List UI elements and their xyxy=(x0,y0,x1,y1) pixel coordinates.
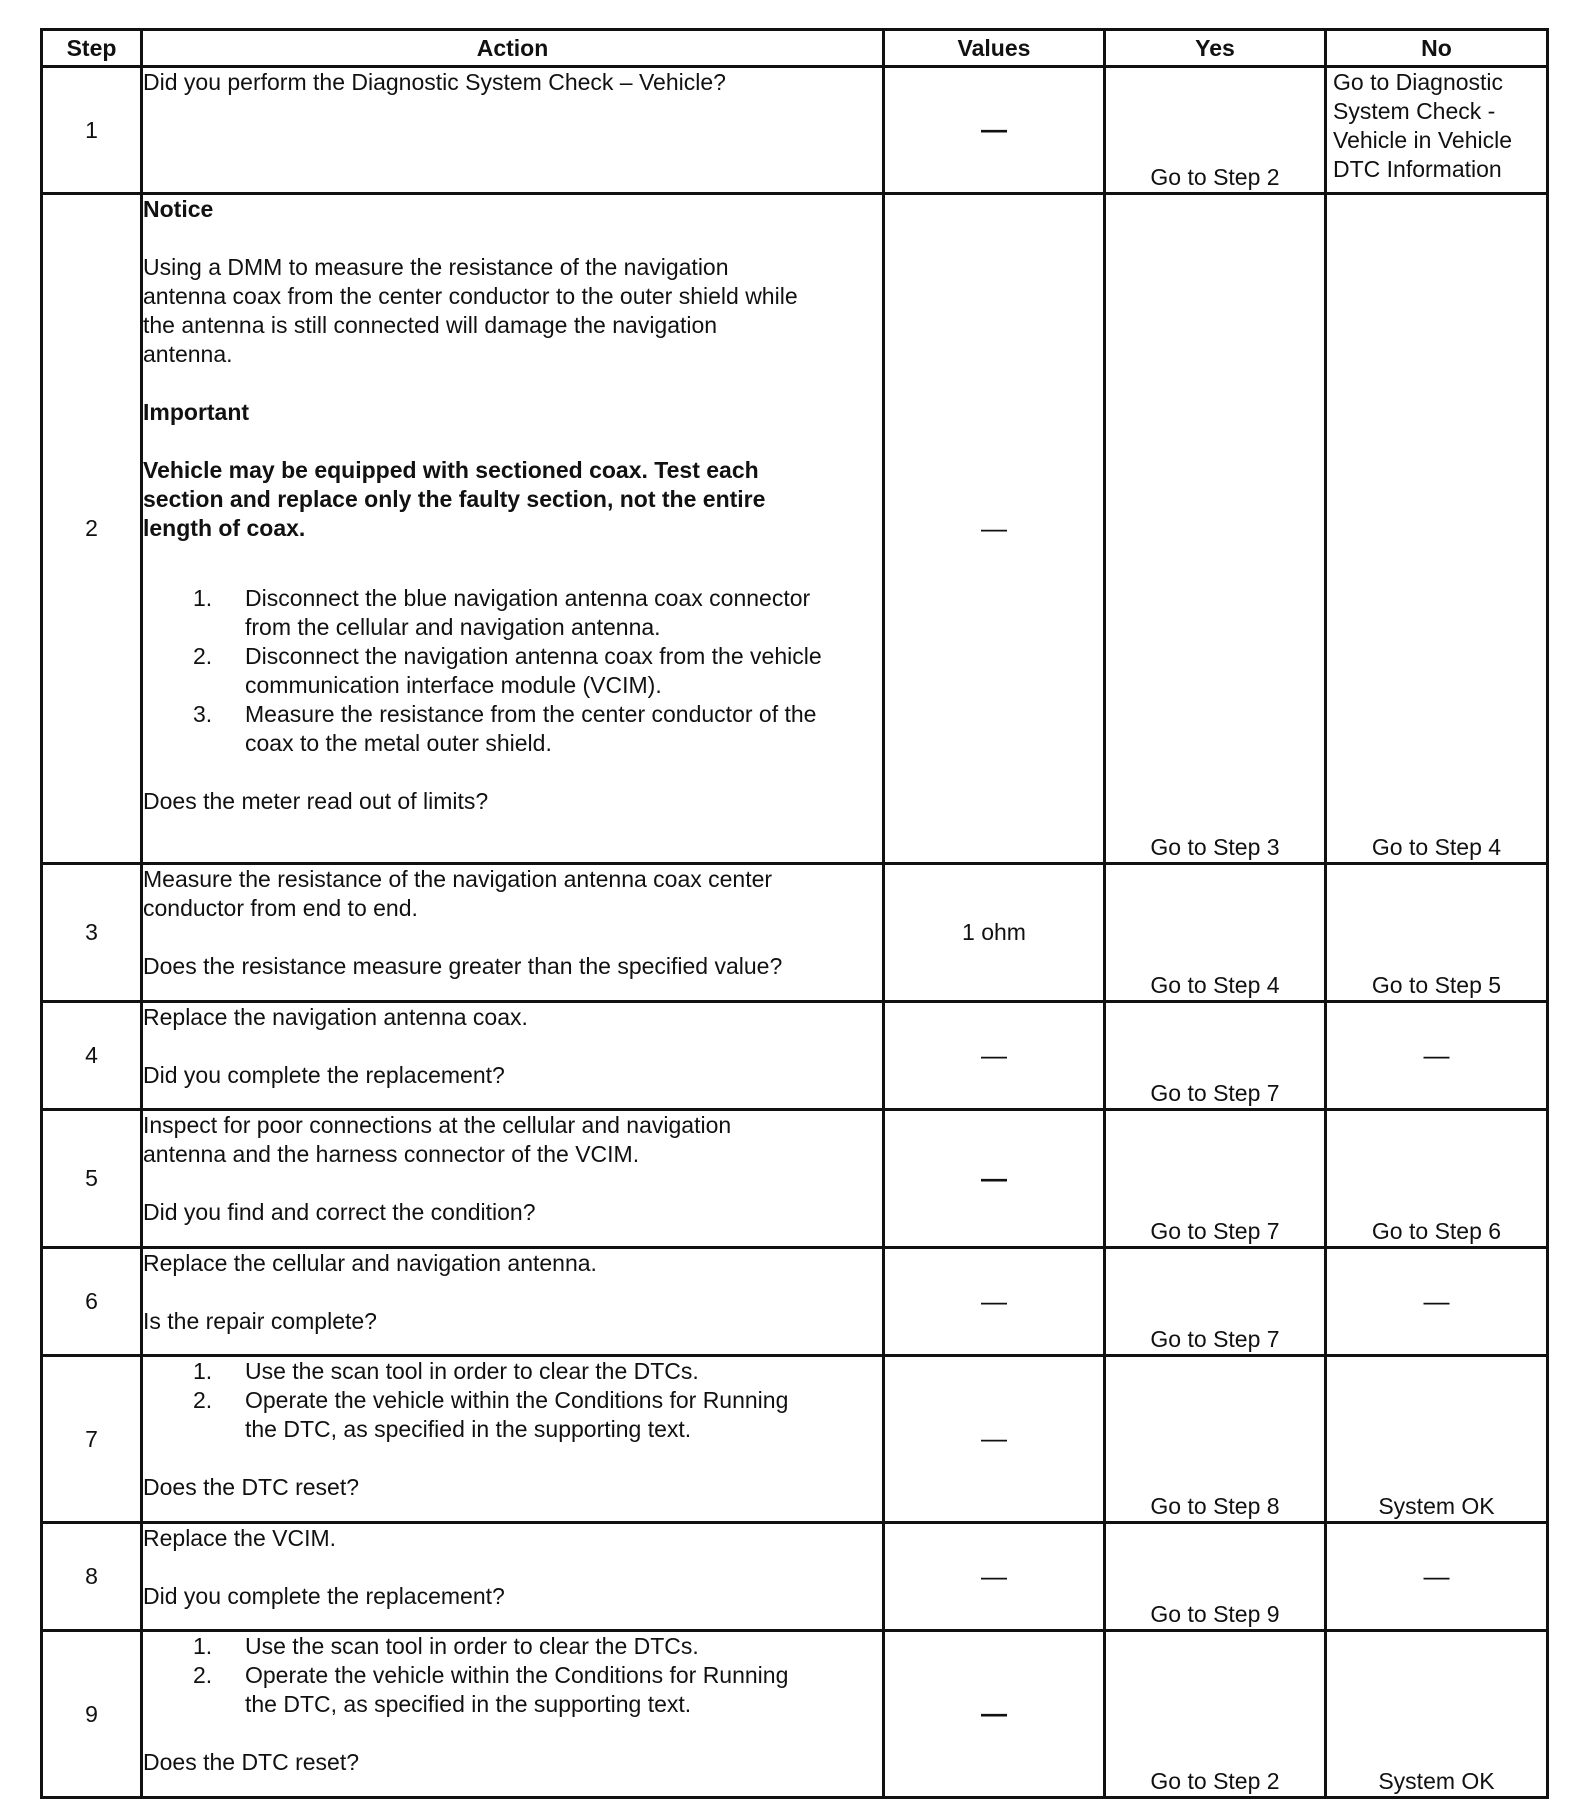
procedure-line: Use the scan tool in order to clear the DTCs. xyxy=(245,1633,699,1659)
procedure-step xyxy=(143,1357,882,1386)
procedure-list xyxy=(143,1357,882,1444)
value-dash: — xyxy=(981,1039,1007,1070)
yes-cell: Go to Step 7 xyxy=(1105,1248,1326,1356)
step-number: 3 xyxy=(42,864,142,1002)
yes-cell: Go to Step 2 xyxy=(1105,67,1326,194)
step-number: 4 xyxy=(42,1002,142,1110)
procedure-step xyxy=(143,700,882,758)
procedure-step-number: 2. xyxy=(193,1387,213,1413)
procedure-line: Use the scan tool in order to clear the DTCs. xyxy=(245,1358,699,1384)
important-line: length of coax. xyxy=(143,515,306,541)
values-cell xyxy=(884,67,1105,194)
action-cell xyxy=(142,1248,884,1356)
no-cell xyxy=(1326,1523,1548,1631)
action-question: Did you perform the Diagnostic System Check – Vehicle? xyxy=(143,69,726,95)
header-step: Step xyxy=(42,30,142,67)
procedure-line: the DTC, as specified in the supporting text. xyxy=(245,1691,692,1717)
step-number: 5 xyxy=(42,1110,142,1248)
action-cell xyxy=(142,1631,884,1798)
action-question: Does the meter read out of limits? xyxy=(143,788,489,814)
values-cell xyxy=(884,1110,1105,1248)
action-question: Did you complete the replacement? xyxy=(143,1062,505,1088)
table-row xyxy=(42,1523,1548,1631)
yes-cell: Go to Step 3 xyxy=(1105,194,1326,864)
action-cell xyxy=(142,864,884,1002)
value-dash: — xyxy=(981,1162,1007,1193)
action-question: Does the resistance measure greater than the specified value? xyxy=(143,953,783,979)
no-cell: Go to Step 4 xyxy=(1326,194,1548,864)
yes-cell: Go to Step 8 xyxy=(1105,1356,1326,1523)
step-number: 1 xyxy=(42,67,142,194)
header-no: No xyxy=(1326,30,1548,67)
no-line: Vehicle in Vehicle xyxy=(1333,127,1513,153)
table-row xyxy=(42,1248,1548,1356)
action-question: Did you complete the replacement? xyxy=(143,1583,505,1609)
header-values: Values xyxy=(884,30,1105,67)
value-dash: — xyxy=(981,1423,1007,1453)
procedure-line: Disconnect the blue navigation antenna coax connector xyxy=(245,585,811,611)
no-cell xyxy=(1326,1002,1548,1110)
no-cell xyxy=(1326,1248,1548,1356)
procedure-step-number: 2. xyxy=(193,643,213,669)
yes-cell: Go to Step 7 xyxy=(1105,1110,1326,1248)
no-line: DTC Information xyxy=(1333,156,1502,182)
procedure-step-number: 2. xyxy=(193,1662,213,1688)
step-number: 2 xyxy=(42,194,142,864)
action-question: Is the repair complete? xyxy=(143,1308,377,1334)
procedure-line: Operate the vehicle within the Conditions for Running xyxy=(245,1662,789,1688)
no-cell: Go to Step 5 xyxy=(1326,864,1548,1002)
action-question: Does the DTC reset? xyxy=(143,1474,360,1500)
procedure-step-number: 1. xyxy=(193,1358,213,1384)
action-line: Replace the cellular and navigation antenna. xyxy=(143,1250,597,1276)
action-cell xyxy=(142,67,884,194)
procedure-step xyxy=(143,642,882,700)
no-line: System Check - xyxy=(1333,98,1496,124)
procedure-line: Disconnect the navigation antenna coax from the vehicle xyxy=(245,643,822,669)
notice-line: antenna. xyxy=(143,341,233,367)
action-cell xyxy=(142,1356,884,1523)
step-number: 7 xyxy=(42,1356,142,1523)
important-heading: Important xyxy=(143,399,250,425)
value-dash: — xyxy=(981,1560,1007,1591)
value-dash: — xyxy=(981,1698,1007,1728)
important-line: section and replace only the faulty section, not the entire xyxy=(143,486,766,512)
step-number: 9 xyxy=(42,1631,142,1798)
notice-line: the antenna is still connected will damage the navigation xyxy=(143,312,718,338)
no-dash: — xyxy=(1423,1285,1450,1316)
notice-line: Using a DMM to measure the resistance of the navigation xyxy=(143,254,729,280)
procedure-step-number: 1. xyxy=(193,1633,213,1659)
values-cell: 1 ohm xyxy=(884,864,1105,1002)
procedure-line: Operate the vehicle within the Conditions for Running xyxy=(245,1387,789,1413)
action-line: Replace the VCIM. xyxy=(143,1525,337,1551)
no-cell: System OK xyxy=(1326,1631,1548,1798)
procedure-step-number: 1. xyxy=(193,585,213,611)
action-question: Does the DTC reset? xyxy=(143,1749,360,1775)
values-cell xyxy=(884,1631,1105,1798)
action-cell xyxy=(142,1523,884,1631)
action-cell xyxy=(142,1002,884,1110)
action-line: Measure the resistance of the navigation antenna coax center xyxy=(143,866,773,892)
header-row xyxy=(42,30,1548,67)
value-dash: — xyxy=(981,114,1007,144)
yes-cell: Go to Step 4 xyxy=(1105,864,1326,1002)
procedure-step xyxy=(143,1632,882,1661)
notice-heading: Notice xyxy=(143,196,214,222)
values-cell xyxy=(884,1356,1105,1523)
table-row xyxy=(42,67,1548,194)
value-dash: — xyxy=(981,1285,1007,1316)
procedure-line: coax to the metal outer shield. xyxy=(245,730,552,756)
procedure-list xyxy=(143,1632,882,1719)
values-cell xyxy=(884,1002,1105,1110)
important-line: Vehicle may be equipped with sectioned coax. Test each xyxy=(143,457,759,483)
action-question: Did you find and correct the condition? xyxy=(143,1199,536,1225)
procedure-list xyxy=(143,584,882,758)
action-cell xyxy=(142,1110,884,1248)
table-row xyxy=(42,1110,1548,1248)
no-cell xyxy=(1326,67,1548,194)
procedure-line: the DTC, as specified in the supporting text. xyxy=(245,1416,692,1442)
no-cell: Go to Step 6 xyxy=(1326,1110,1548,1248)
step-number: 8 xyxy=(42,1523,142,1631)
no-cell: System OK xyxy=(1326,1356,1548,1523)
procedure-line: Measure the resistance from the center conductor of the xyxy=(245,701,817,727)
action-cell xyxy=(142,194,884,864)
procedure-step xyxy=(143,584,882,642)
procedure-line: communication interface module (VCIM). xyxy=(245,672,662,698)
action-line: conductor from end to end. xyxy=(143,895,418,921)
procedure-step-number: 3. xyxy=(193,701,213,727)
table-row xyxy=(42,194,1548,864)
action-line: Replace the navigation antenna coax. xyxy=(143,1004,528,1030)
header-yes: Yes xyxy=(1105,30,1326,67)
values-cell xyxy=(884,194,1105,864)
action-line: antenna and the harness connector of the VCIM. xyxy=(143,1141,640,1167)
value-dash: — xyxy=(981,512,1007,543)
table-row xyxy=(42,1002,1548,1110)
procedure-line: from the cellular and navigation antenna. xyxy=(245,614,661,640)
action-line: Inspect for poor connections at the cellular and navigation xyxy=(143,1112,732,1138)
procedure-step xyxy=(143,1661,882,1719)
yes-cell: Go to Step 7 xyxy=(1105,1002,1326,1110)
no-dash: — xyxy=(1423,1560,1450,1591)
yes-cell: Go to Step 2 xyxy=(1105,1631,1326,1798)
yes-cell: Go to Step 9 xyxy=(1105,1523,1326,1631)
no-line: Go to Diagnostic xyxy=(1333,69,1504,95)
table-row xyxy=(42,864,1548,1002)
no-dash: — xyxy=(1423,1039,1450,1070)
table-row xyxy=(42,1356,1548,1523)
header-action: Action xyxy=(142,30,884,67)
values-cell xyxy=(884,1523,1105,1631)
values-cell xyxy=(884,1248,1105,1356)
procedure-step xyxy=(143,1386,882,1444)
notice-line: antenna coax from the center conductor to the outer shield while xyxy=(143,283,798,309)
diagnostic-table xyxy=(40,28,1549,1799)
step-number: 6 xyxy=(42,1248,142,1356)
table-row xyxy=(42,1631,1548,1798)
